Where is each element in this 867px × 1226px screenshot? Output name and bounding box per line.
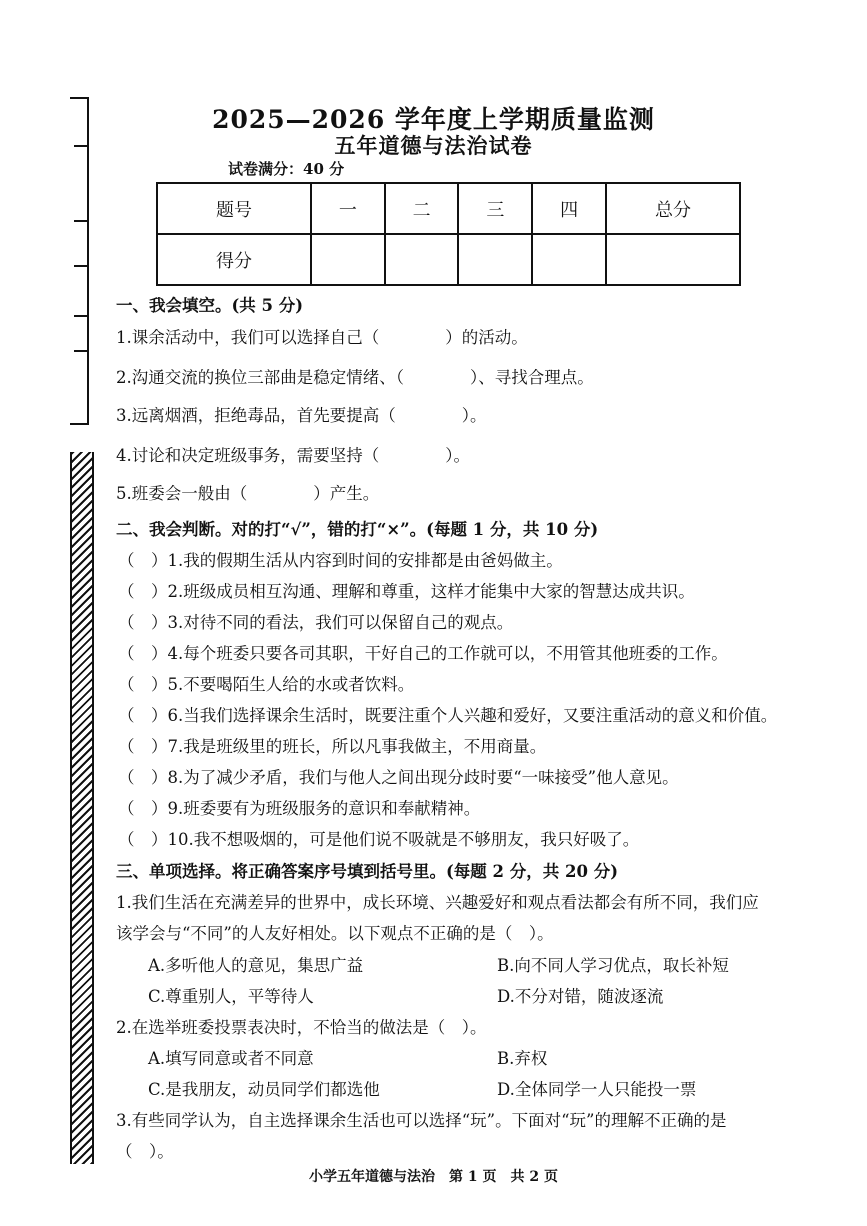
fill-question-3: 3.远离烟酒，拒绝毒品，首先要提高（ ）。 — [116, 406, 487, 425]
score-header-cell: 四 — [532, 183, 606, 234]
score-header-cell: 三 — [458, 183, 532, 234]
choice-question-1-option-a: A.多听他人的意见，集思广益 — [148, 956, 364, 975]
judge-question-2: （ ）2.班级成员相互沟通、理解和尊重，这样才能集中大家的智慧达成共识。 — [118, 582, 695, 601]
judge-question-6: （ ）6.当我们选择课余生活时，既要注重个人兴趣和爱好，又要注重活动的意义和价值。 — [118, 706, 778, 725]
score-row-label: 得分 — [157, 234, 311, 285]
score-cell[interactable] — [385, 234, 459, 285]
choice-question-2-option-d: D.全体同学一人只能投一票 — [497, 1080, 697, 1099]
choice-question-2-option-c: C.是我朋友，动员同学们都选他 — [148, 1080, 380, 1099]
judge-question-8: （ ）8.为了减少矛盾，我们与他人之间出现分歧时要“一味接受”他人意见。 — [118, 768, 679, 787]
score-header-cell: 题号 — [157, 183, 311, 234]
score-header-cell: 总分 — [606, 183, 740, 234]
choice-question-3-stem-line2: （ ）。 — [116, 1142, 174, 1161]
score-cell[interactable] — [458, 234, 532, 285]
score-header-cell: 一 — [311, 183, 385, 234]
score-table-header-row — [157, 183, 740, 234]
choice-question-1-option-c: C.尊重别人，平等待人 — [148, 987, 314, 1006]
choice-question-1-stem-line2: 该学会与“不同”的人友好相处。以下观点不正确的是（ ）。 — [116, 924, 554, 943]
judge-question-7: （ ）7.我是班级里的班长，所以凡事我做主，不用商量。 — [118, 737, 547, 756]
score-table-score-row — [157, 234, 740, 285]
section2-heading: 二、我会判断。对的打“√”，错的打“×”。(每题 1 分，共 10 分) — [116, 520, 599, 539]
choice-question-3-stem-line1: 3.有些同学认为，自主选择课余生活也可以选择“玩”。下面对“玩”的理解不正确的是 — [116, 1111, 727, 1130]
exam-title: 2025—2026 学年度上学期质量监测 — [212, 105, 655, 134]
choice-question-2-option-b: B.弃权 — [497, 1049, 548, 1068]
fill-question-2: 2.沟通交流的换位三部曲是稳定情绪、（ ）、寻找合理点。 — [116, 368, 594, 387]
score-header-cell: 二 — [385, 183, 459, 234]
judge-question-1: （ ）1.我的假期生活从内容到时间的安排都是由爸妈做主。 — [118, 551, 563, 570]
fill-question-1: 1.课余活动中，我们可以选择自己（ ）的活动。 — [116, 328, 528, 347]
score-cell[interactable] — [532, 234, 606, 285]
choice-question-1-option-d: D.不分对错，随波逐流 — [497, 987, 664, 1006]
choice-question-2-option-a: A.填写同意或者不同意 — [148, 1049, 314, 1068]
section3-heading: 三、单项选择。将正确答案序号填到括号里。(每题 2 分，共 20 分) — [116, 862, 619, 881]
fill-question-4: 4.讨论和决定班级事务，需要坚持（ ）。 — [116, 446, 470, 465]
section1-heading: 一、我会填空。(共 5 分) — [116, 296, 304, 315]
choice-question-1-option-b: B.向不同人学习优点，取长补短 — [497, 956, 729, 975]
fill-question-5: 5.班委会一般由（ ）产生。 — [116, 484, 380, 503]
judge-question-5: （ ）5.不要喝陌生人给的水或者饮料。 — [118, 675, 415, 694]
score-table — [156, 182, 741, 286]
choice-question-1-stem-line1: 1.我们生活在充满差异的世界中，成长环境、兴趣爱好和观点看法都会有所不同，我们应 — [116, 893, 759, 912]
exam-subtitle: 五年道德与法治试卷 — [334, 133, 533, 158]
score-cell[interactable] — [606, 234, 740, 285]
judge-question-3: （ ）3.对待不同的看法，我们可以保留自己的观点。 — [118, 613, 514, 632]
judge-question-10: （ ）10.我不想吸烟的，可是他们说不吸就是不够朋友，我只好吸了。 — [118, 830, 640, 849]
judge-question-9: （ ）9.班委要有为班级服务的意识和奉献精神。 — [118, 799, 481, 818]
full-mark: 试卷满分：40 分 — [228, 160, 345, 178]
choice-question-2-stem: 2.在选举班委投票表决时，不恰当的做法是（ ）。 — [116, 1018, 487, 1037]
judge-question-4: （ ）4.每个班委只要各司其职，干好自己的工作就可以，不用管其他班委的工作。 — [118, 644, 728, 663]
score-cell[interactable] — [311, 234, 385, 285]
binding-margin-hatch — [70, 452, 94, 1164]
page-footer: 小学五年道德与法治 第 1 页 共 2 页 — [309, 1169, 558, 1185]
